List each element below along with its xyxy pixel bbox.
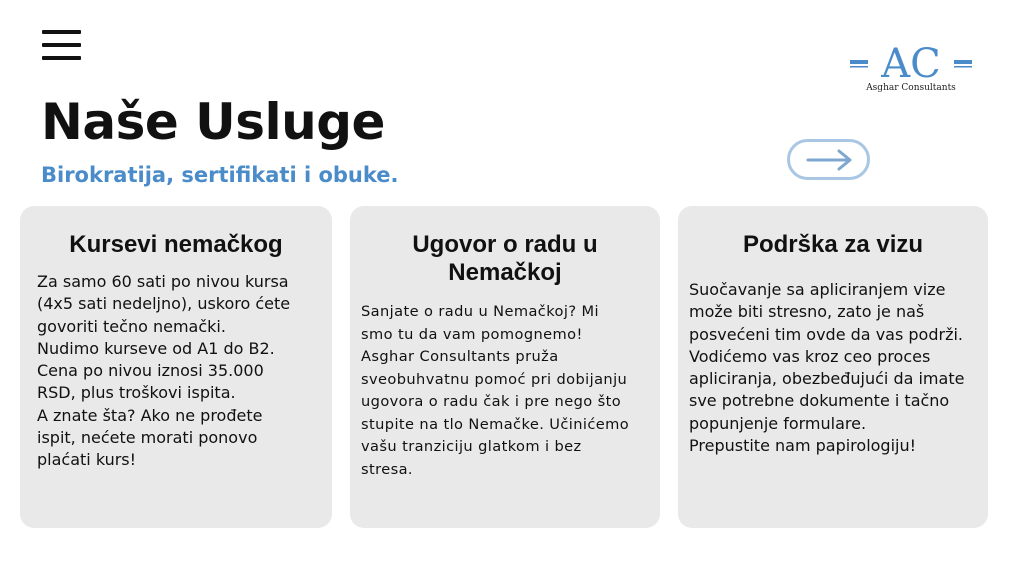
card-title: Kursevi nemačkog <box>69 231 283 258</box>
card-title: Ugovor o radu u Nemačkoj <box>412 231 598 286</box>
ac-monogram <box>848 40 974 84</box>
next-arrow-button[interactable] <box>787 139 870 180</box>
menu-bar <box>42 43 81 47</box>
arrow-right-icon <box>805 148 853 172</box>
service-card-visa-support <box>678 206 988 528</box>
card-text: Sanjate o radu u Nemačkoj? Mi smo tu da vam pomognemo! Asghar Consultants pruža sveobuhvatnu pomoć pri dobijanju ugovora o radu čak i pre nego što stupite na tlo Nemačke. Učinićemo vašu tranziciju glatkom i bez stresa. <box>361 303 630 478</box>
hamburger-menu-icon[interactable] <box>42 30 82 62</box>
card-text: Suočavanje sa apliciranjem vize može biti stresno, zato je naš posvećeni tim ovde da vas podrži. Vodićemo vas kroz ceo proces apliciranja, obezbeđujući da imate sve potrebne dokumente i tačno popunjenje formulare. Prepustite nam papirologiju! <box>689 280 965 456</box>
menu-bar <box>42 30 81 34</box>
page-title: Naše Usluge <box>41 93 385 151</box>
company-logo[interactable] <box>848 40 974 100</box>
svg-text:AC: AC <box>881 41 941 84</box>
company-name: Asghar Consultants <box>866 83 956 93</box>
menu-bar <box>42 56 81 60</box>
card-title: Podrška za vizu <box>742 231 924 258</box>
page-subtitle: Birokratija, sertifikati i obuke. <box>41 163 399 187</box>
card-text: Za samo 60 sati po nivou kursa (4x5 sati nedeljno), uskoro ćete govoriti tečno nemački. Nudimo kurseve od A1 do B2. Cena po nivou iznosi 35.000 RSD, plus troškovi ispita. A znate šta? Ako ne prođete ispit, nećete morati ponovo plaćati kurs! <box>37 272 291 470</box>
service-card-german-courses <box>20 206 332 528</box>
service-card-work-contract <box>350 206 660 528</box>
